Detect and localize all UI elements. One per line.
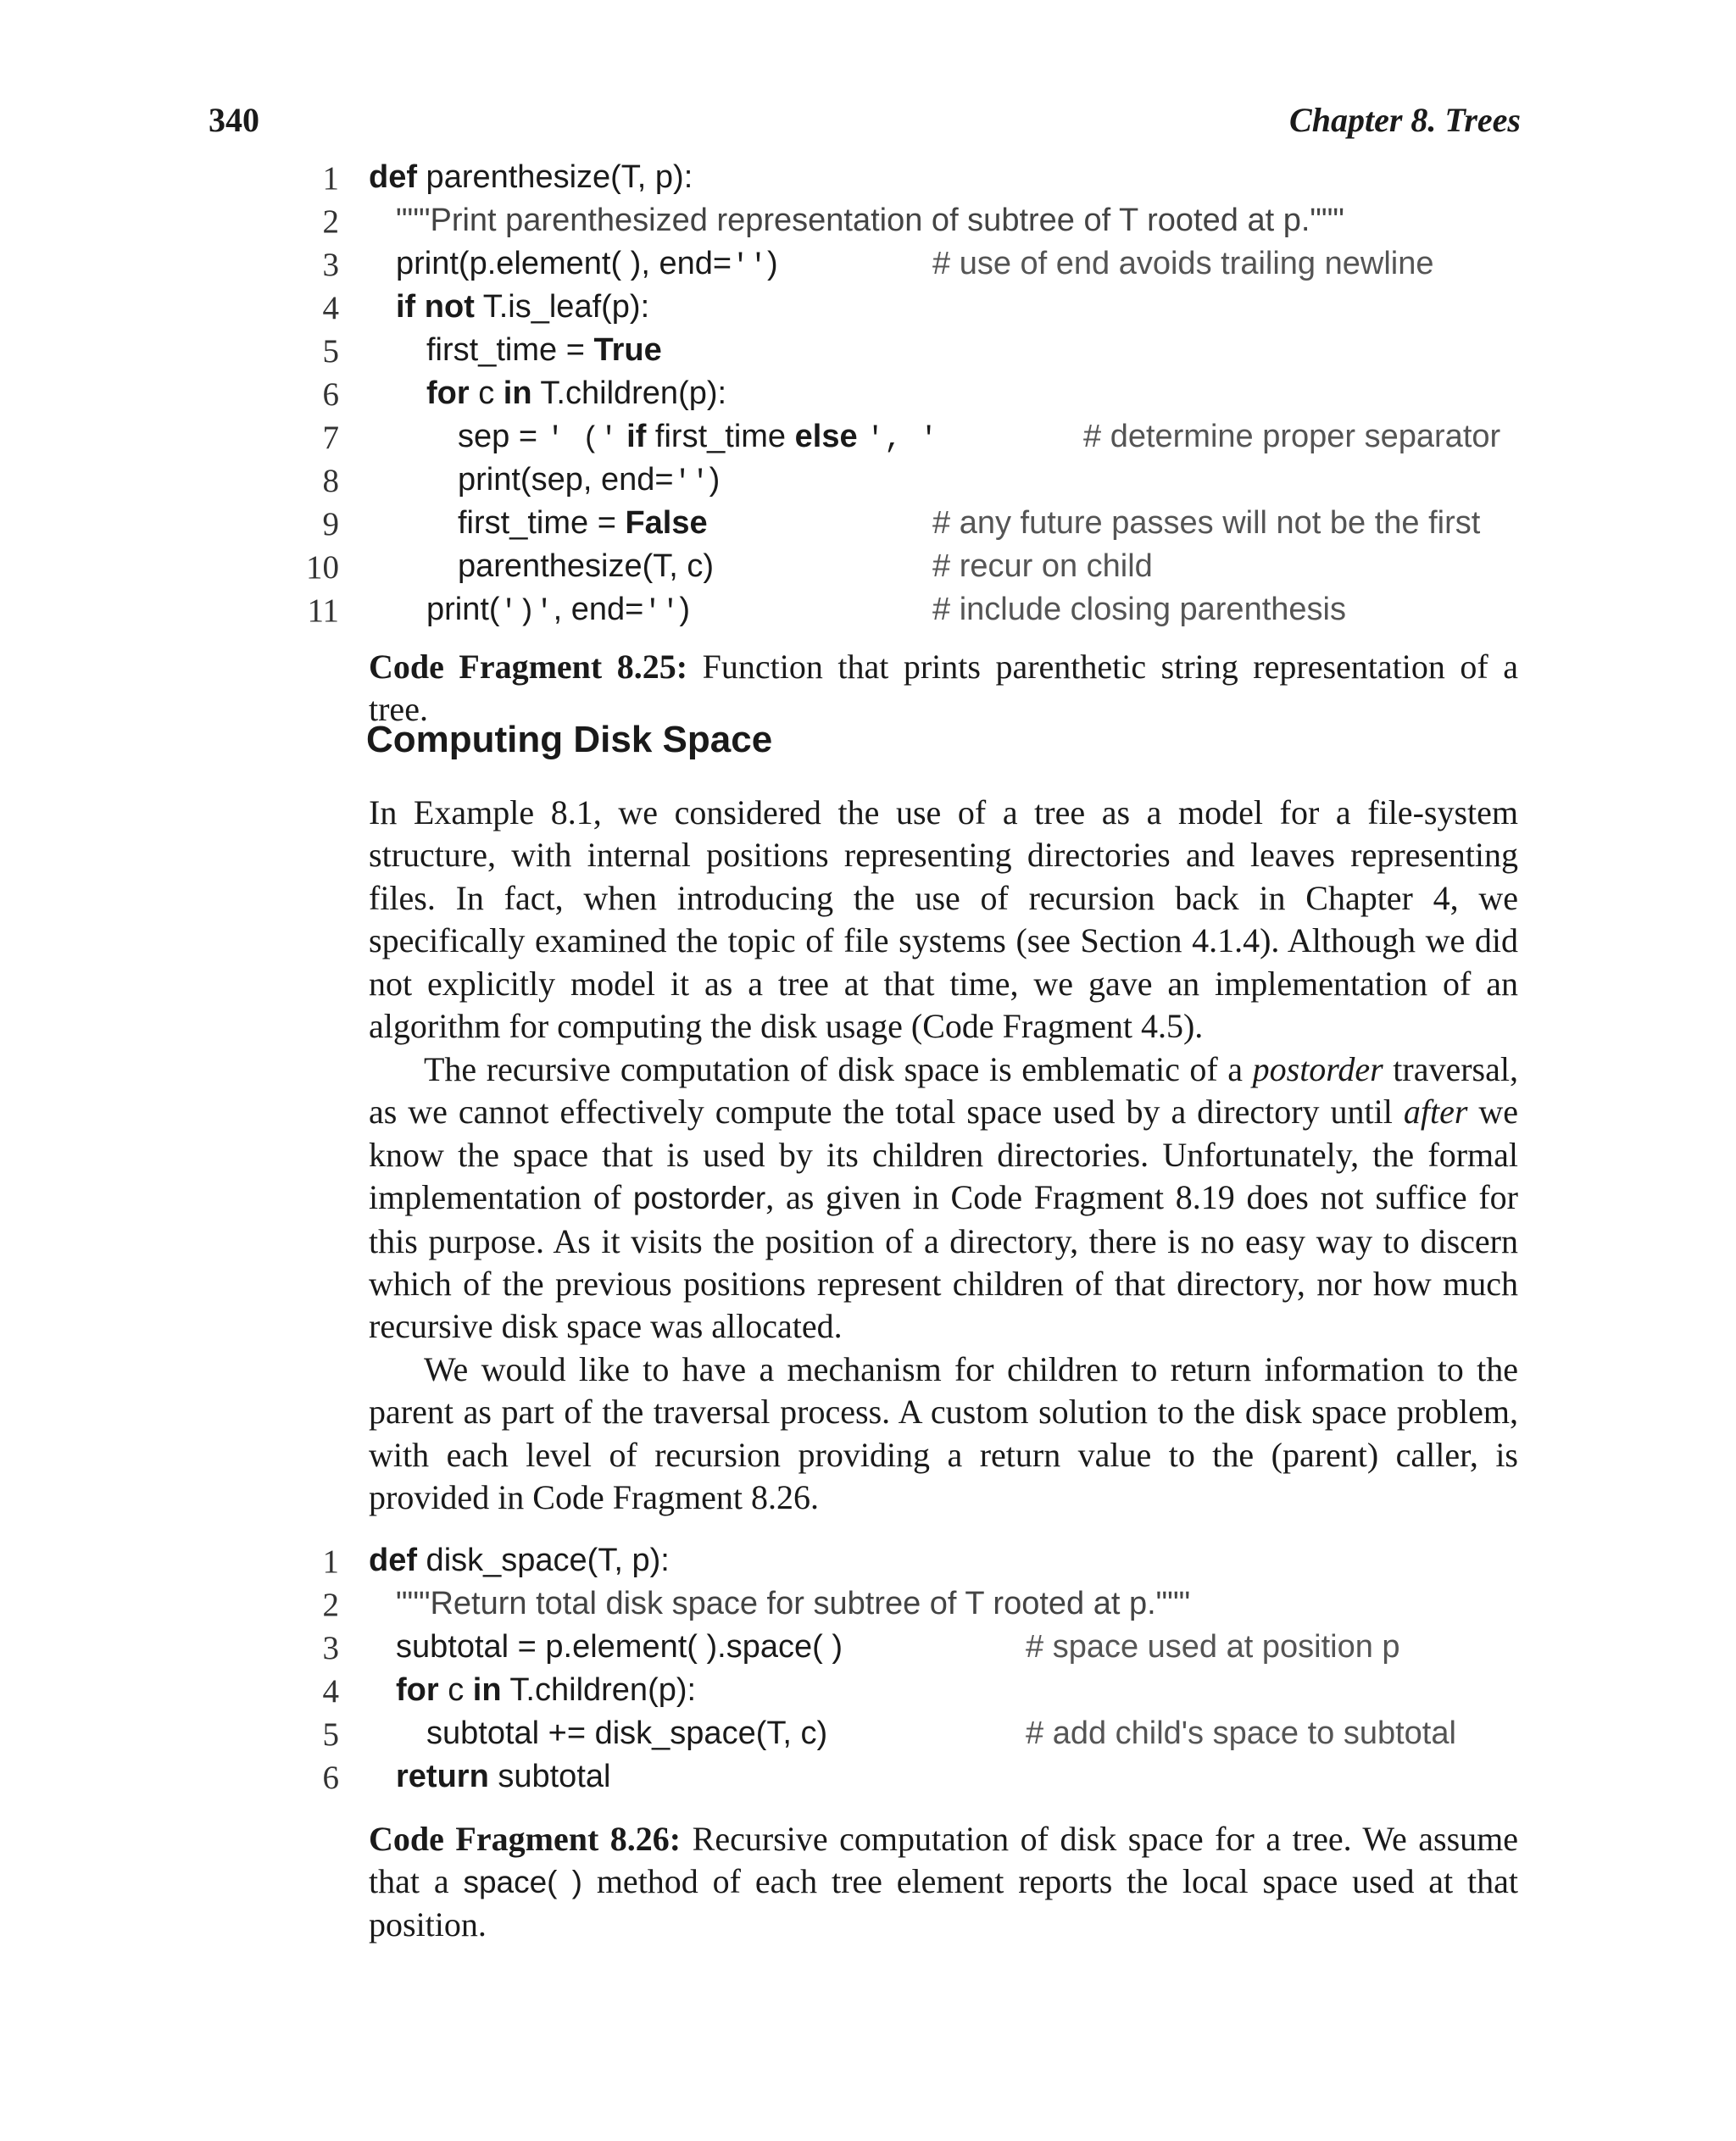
code-text: parenthesize(T, c) [458,548,715,584]
code-string: ', ' [866,422,938,456]
line-number: 11 [307,592,339,629]
line-number: 1 [322,1543,339,1580]
code-keyword: in [503,375,532,411]
paragraph-text: , as given in Code Fragment 8.19 does not suffice for this purpose. As it visits the position of a directory, there is no easy way to discern which of the previous positions represent children of that directory, nor how much recursive disk space was allocated. [369,1178,1518,1346]
caption-text: Recursive computation of disk space for a tree. We assume that a [369,1820,1518,1900]
paragraph [369,1048,1518,1349]
code-line [0,1629,1736,1672]
code-string: ')' [499,595,554,629]
code-keyword: True [593,332,662,368]
code-caption [369,1818,1518,1946]
line-number: 7 [322,420,339,456]
line-number: 5 [322,1716,339,1753]
code-text: subtotal [488,1759,611,1794]
code-text: c [438,1672,473,1708]
line-number: 3 [322,1630,339,1666]
code-text: c [469,375,504,411]
code-line [0,246,1736,289]
code-comment: # determine proper separator [1083,419,1501,454]
line-number: 3 [322,247,339,283]
code-comment: # use of end avoids trailing newline [932,246,1434,281]
caption-text: Function that prints parenthetic string representation of a tree. [369,648,1518,728]
code-text: print( [426,592,500,627]
caption-text: method of each tree element reports the local space used at that position. [369,1862,1519,1944]
section-heading: Computing Disk Space [366,719,773,760]
code-comment: # space used at position p [1026,1629,1400,1665]
code-keyword: return [396,1759,489,1794]
line-number: 1 [322,160,339,197]
line-number: 6 [322,1760,339,1796]
line-number: 9 [322,506,339,542]
code-line [0,548,1736,592]
emphasis-text: after [1403,1093,1468,1132]
code-text: disk_space(T, p): [417,1543,670,1578]
code-keyword: else [794,419,858,454]
code-string: '' [643,595,680,629]
code-line [0,375,1736,419]
code-line [0,1543,1736,1586]
line-number: 2 [322,1587,339,1623]
code-docstring: """Return total disk space for subtree of T rooted at p.""" [396,1586,1191,1621]
code-text: T.children(p): [531,375,727,411]
code-line [0,1672,1736,1716]
paragraph-text: we know the space that is used by its children directories. Unfortunately, the formal implementation of [369,1093,1519,1217]
code-line [0,505,1736,548]
chapter-title: Chapter 8. Trees [1289,101,1521,139]
inline-code: space( ) [463,1865,582,1899]
code-keyword: False [625,505,708,541]
inline-code: postorder [632,1181,766,1216]
code-text: sep = [458,419,547,454]
code-line [0,1759,1736,1802]
code-comment: # recur on child [932,548,1153,584]
code-line [0,1716,1736,1759]
code-keyword: if [626,419,647,454]
line-number: 2 [322,203,339,240]
code-caption [369,646,1518,731]
code-comment: # add child's space to subtotal [1026,1716,1456,1751]
code-text: ) [767,246,778,281]
code-line [0,203,1736,246]
code-line [0,419,1736,462]
code-text: print(sep, end= [458,462,674,498]
code-keyword: in [472,1672,502,1708]
page-number: 340 [209,101,259,139]
line-number: 10 [306,549,339,586]
code-text: ) [709,462,721,498]
code-string: ' (' [546,422,618,456]
code-keyword: if not [396,289,475,325]
paragraph-text: traversal, as we cannot effectively compute the total space used by a directory until [369,1050,1518,1132]
caption-label: Code Fragment 8.26: [369,1820,682,1858]
paragraph: In Example 8.1, we considered the use of a tree as a model for a file-system structure, with internal positions representing directories and leaves representing files. In fact, when introducing the use of recursion back in Chapter 4, we specifically examined the topic of file systems (see Section 4.1.4). Although we did not explicitly model it as a tree at that time, we gave an implementation of an algorithm for computing the disk usage (Code Fragment 4.5). [369,793,1518,1046]
code-text: T.is_leaf(p): [474,289,650,325]
code-text: T.children(p): [501,1672,697,1708]
code-keyword: def [369,159,417,195]
line-number: 8 [322,463,339,499]
caption-label: Code Fragment 8.25: [369,648,688,686]
code-keyword: def [369,1543,417,1578]
line-number: 6 [322,376,339,413]
code-text: first_time [646,419,795,454]
code-comment: # include closing parenthesis [932,592,1346,627]
code-line [0,332,1736,375]
code-text: print(p.element( ), end= [396,246,732,281]
code-string: '' [673,465,709,499]
paragraph-text: The recursive computation of disk space is emblematic of a [424,1050,1253,1088]
code-text: ) [679,592,690,627]
code-text: subtotal += disk_space(T, c) [426,1716,828,1751]
line-number: 4 [322,290,339,326]
code-line [0,592,1736,635]
emphasis-text: postorder [1252,1050,1383,1088]
code-docstring: """Print parenthesized representation of subtree of T rooted at p.""" [396,203,1344,238]
code-line [0,1586,1736,1629]
code-keyword: for [396,1672,439,1708]
code-text: first_time = [458,505,626,541]
code-line [0,159,1736,203]
paragraph: We would like to have a mechanism for children to return information to the parent as part of the traversal process. A custom solution to the disk space problem, with each level of recursion providing a return value to the (parent) caller, is provided in Code Fragment 8.26. [369,1350,1518,1517]
code-string: '' [732,249,768,283]
code-line [0,289,1736,332]
code-line [0,462,1736,505]
line-number: 4 [322,1673,339,1710]
code-comment: # any future passes will not be the first [932,505,1481,541]
code-text: subtotal = p.element( ).space( ) [396,1629,843,1665]
code-text: parenthesize(T, p): [417,159,693,195]
code-text: , end= [553,592,644,627]
line-number: 5 [322,333,339,370]
code-text: first_time = [426,332,594,368]
code-keyword: for [426,375,470,411]
